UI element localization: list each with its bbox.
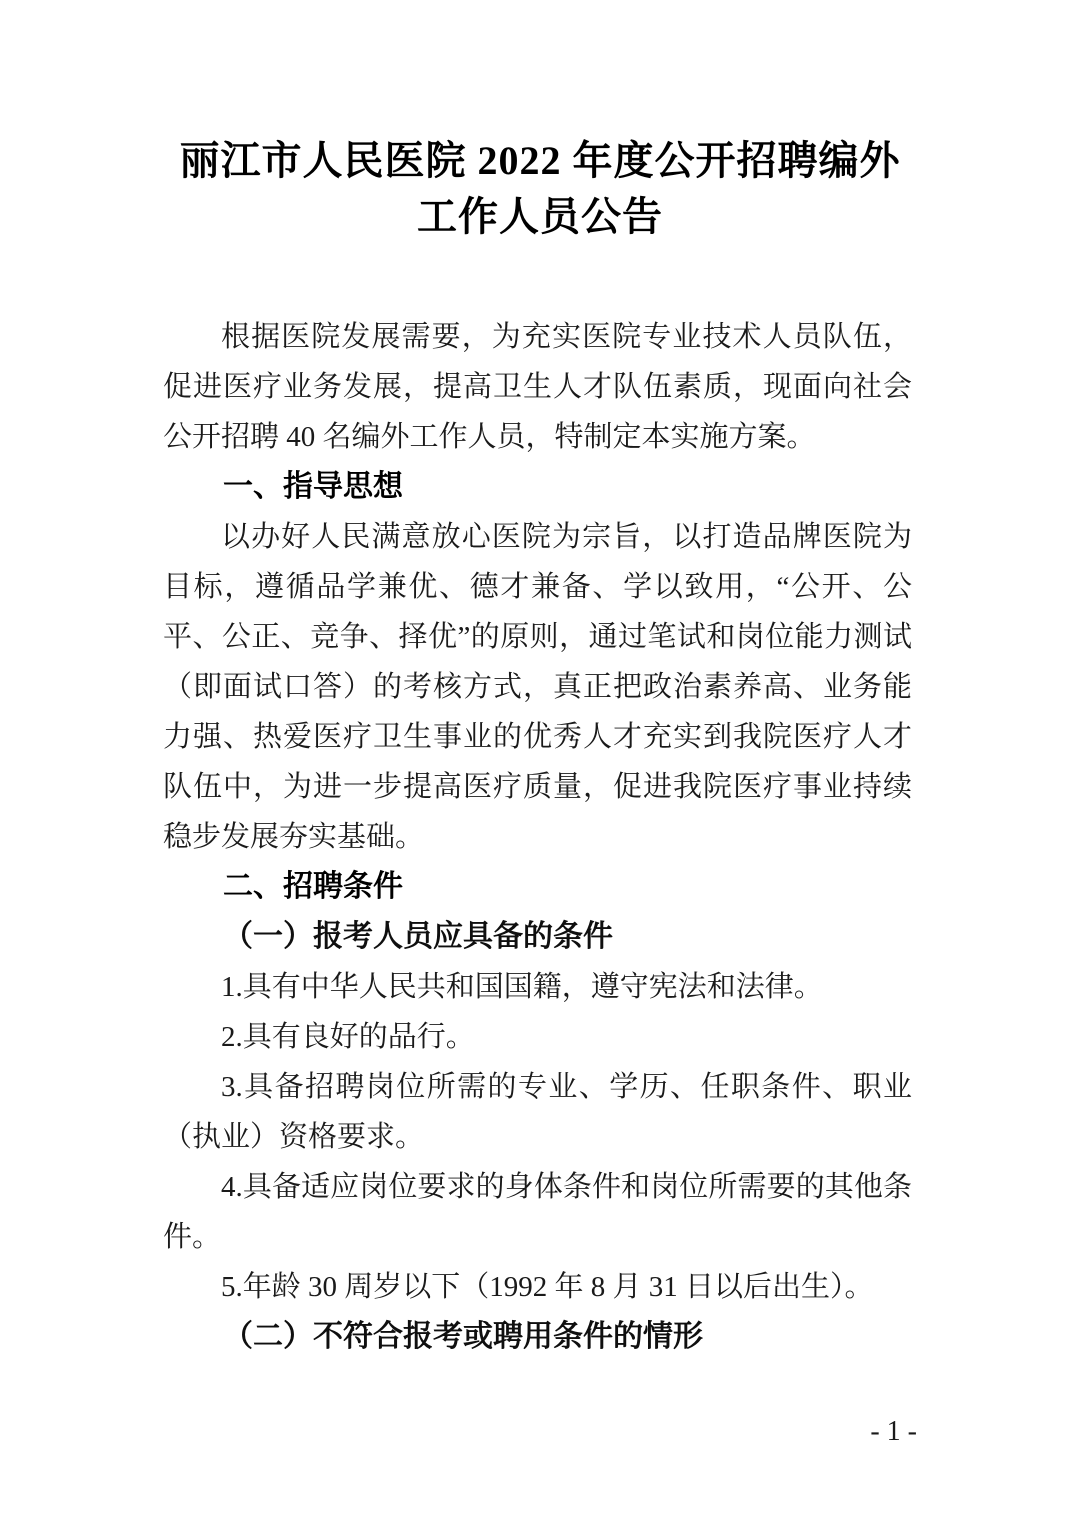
document-title-line1: 丽江市人民医院 2022 年度公开招聘编外 (179, 138, 901, 183)
document-title-line2: 工作人员公告 (417, 194, 663, 239)
condition-item-2: 2.具有良好的品行。 (221, 1021, 475, 1053)
section-1-heading: 一、指导思想 (223, 470, 403, 503)
condition-item-4: 4.具备适应岗位要求的身体条件和岗位所需要的其他条件。 (163, 1171, 912, 1253)
condition-item-1: 1.具有中华人民共和国国籍，遵守宪法和法律。 (221, 971, 823, 1003)
section-2-heading: 二、招聘条件 (223, 870, 403, 903)
section-1-paragraph: 以办好人民满意放心医院为宗旨，以打造品牌医院为目标，遵循品学兼优、德才兼备、学以致用，“公开、公平、公正、竞争、择优”的原则，通过笔试和岗位能力测试（即面试口答）的考核方式，真正把政治素养高、业务能力强、热爱医疗卫生事业的优秀人才充实到我院医疗人才队伍中，为进一步提高医疗质量，促进我院医疗事业持续稳步发展夯实基础。 (163, 521, 912, 853)
intro-paragraph: 根据医院发展需要，为充实医院专业技术人员队伍，促进医疗业务发展，提高卫生人才队伍素质，现面向社会公开招聘 40 名编外工作人员，特制定本实施方案。 (163, 321, 912, 453)
section-2-subheading-2: （二）不符合报考或聘用条件的情形 (223, 1320, 703, 1353)
section-2-subheading-1: （一）报考人员应具备的条件 (223, 920, 613, 953)
page-number: - 1 - (870, 1416, 917, 1447)
document-title (163, 133, 917, 245)
condition-item-3: 3.具备招聘岗位所需的专业、学历、任职条件、职业（执业）资格要求。 (163, 1071, 912, 1153)
document-body (163, 312, 912, 1362)
condition-item-5: 5.年龄 30 周岁以下（1992 年 8 月 31 日以后出生）。 (221, 1271, 874, 1303)
